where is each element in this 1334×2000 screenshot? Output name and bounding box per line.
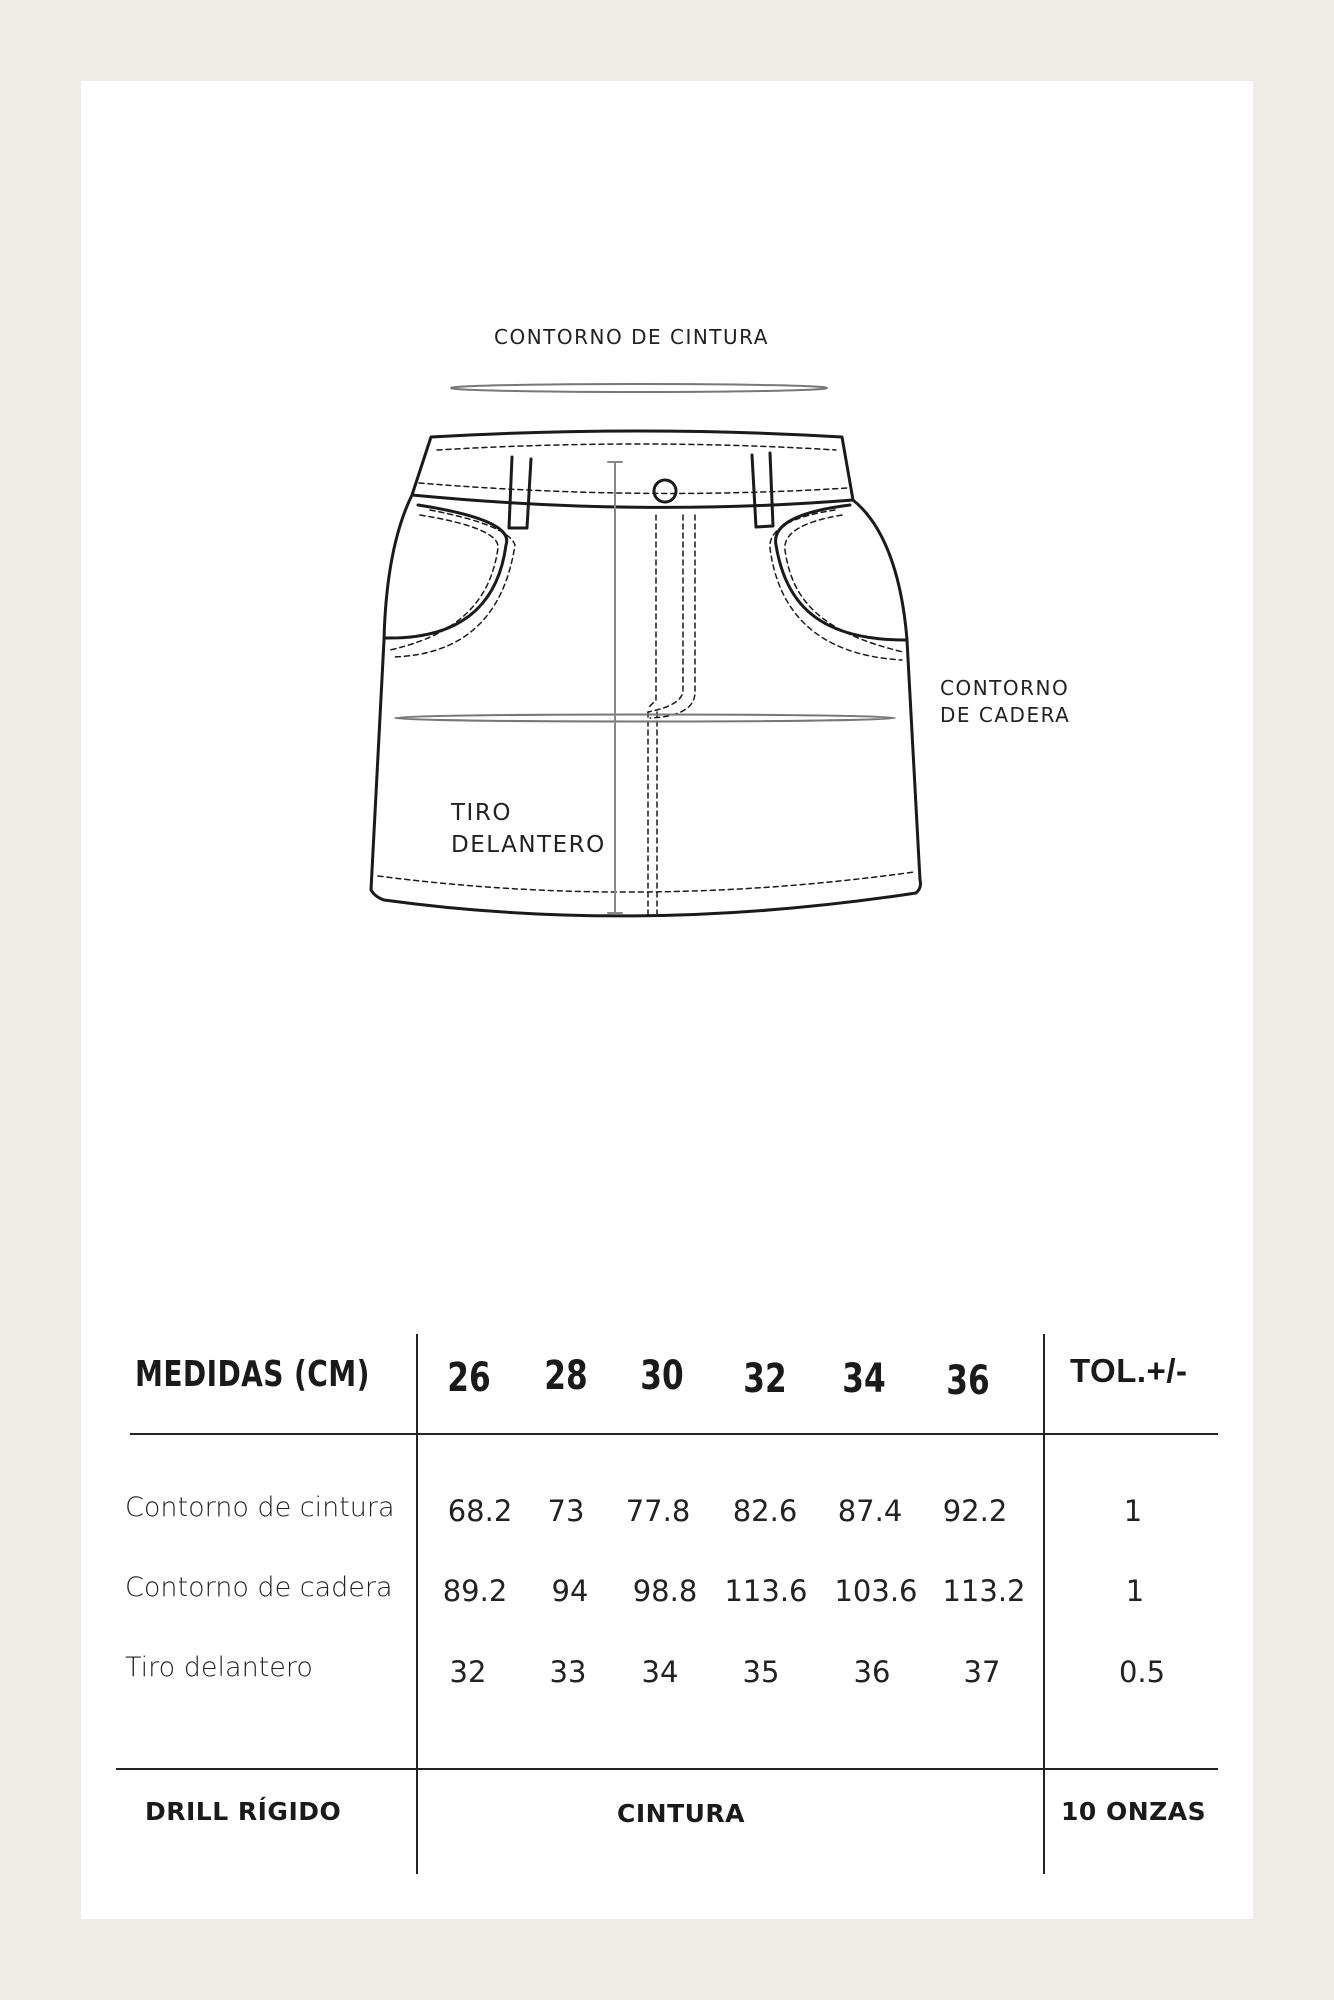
waistband <box>412 431 853 507</box>
size-header-32: 32 <box>743 1356 787 1402</box>
table-cell: 98.8 <box>632 1574 698 1608</box>
pocket-right <box>776 505 905 640</box>
table-divider <box>116 1768 1218 1770</box>
size-header-28: 28 <box>544 1353 588 1399</box>
table-cell: 32 <box>449 1655 487 1689</box>
table-cell: 92.2 <box>942 1494 1008 1528</box>
table-cell: 82.6 <box>732 1494 798 1528</box>
table-cell: 77.8 <box>625 1494 691 1528</box>
table-cell: 113.6 <box>724 1574 808 1608</box>
table-cell: 73 <box>547 1494 585 1528</box>
row-label-waist: Contorno de cintura <box>125 1492 395 1523</box>
table-cell: 87.4 <box>837 1494 903 1528</box>
table-cell: 103.6 <box>834 1574 918 1608</box>
table-cell: 36 <box>853 1655 891 1689</box>
table-header-title: MEDIDAS (CM) <box>135 1354 370 1395</box>
size-header-26: 26 <box>447 1355 491 1401</box>
size-header-30: 30 <box>640 1353 684 1399</box>
fabric-type: DRILL RÍGIDO <box>145 1797 342 1826</box>
belt-loop-right <box>752 453 773 527</box>
tolerance-header: TOL.+/- <box>1070 1352 1188 1389</box>
table-cell: 68.2 <box>447 1494 513 1528</box>
table-cell-tolerance: 1 <box>1123 1494 1143 1528</box>
table-divider <box>130 1433 1218 1435</box>
table-cell: 113.2 <box>942 1574 1026 1608</box>
size-header-34: 34 <box>842 1356 886 1402</box>
row-label-rise: Tiro delantero <box>125 1652 313 1683</box>
table-cell: 35 <box>742 1655 780 1689</box>
table-divider <box>416 1334 418 1874</box>
hip-label-line2: DE CADERA <box>940 703 1071 727</box>
table-cell: 94 <box>551 1574 589 1608</box>
row-label-hip: Contorno de cadera <box>125 1572 393 1603</box>
hip-label-line1: CONTORNO <box>940 676 1070 700</box>
table-cell-tolerance: 1 <box>1125 1574 1145 1608</box>
table-cell: 33 <box>549 1655 587 1689</box>
waist-measure-line <box>451 384 827 392</box>
size-header-36: 36 <box>946 1358 990 1404</box>
belt-loop-left <box>509 457 531 528</box>
rise-label-line1: TIRO <box>451 800 512 826</box>
table-cell: 37 <box>963 1655 1001 1689</box>
table-divider <box>1043 1334 1045 1874</box>
waist-label: CONTORNO DE CINTURA <box>494 325 769 349</box>
table-cell-tolerance: 0.5 <box>1118 1655 1166 1689</box>
fly-stitch <box>648 515 656 708</box>
hip-measure-line <box>395 715 895 722</box>
button-icon <box>654 480 676 502</box>
table-cell: 34 <box>641 1655 679 1689</box>
rise-measure-line <box>608 462 622 913</box>
fabric-weight: 10 ONZAS <box>1061 1797 1207 1826</box>
fit-type: CINTURA <box>617 1799 746 1828</box>
rise-label-line2: DELANTERO <box>451 832 606 858</box>
table-cell: 89.2 <box>442 1574 508 1608</box>
pocket-left <box>385 505 507 638</box>
